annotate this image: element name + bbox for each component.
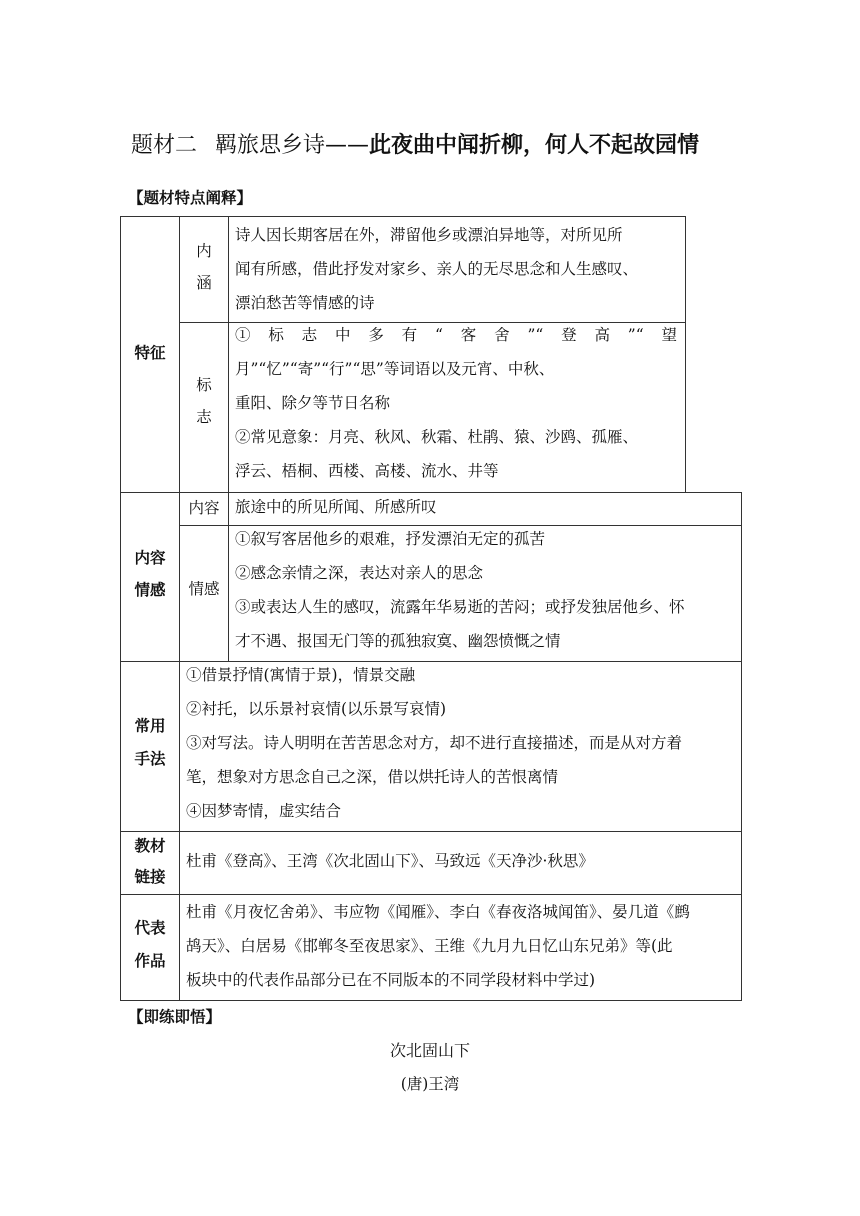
neihan-label-1: 内 xyxy=(196,242,212,260)
emotion-line: ②感念亲情之深，表达对亲人的思念 xyxy=(235,564,484,582)
techniques-label-2: 手法 xyxy=(134,750,166,768)
works-label-2: 作品 xyxy=(134,952,166,970)
title-main: 羁旅思乡诗—— xyxy=(215,133,370,158)
works-line: 板块中的代表作品部分已在不同版本的不同学段材料中学过) xyxy=(186,971,596,989)
page-title xyxy=(131,128,699,159)
neihan-line: 漂泊愁苦等情感的诗 xyxy=(235,294,375,312)
neihan-line: 闻有所感，借此抒发对家乡、亲人的无尽思念和人生感叹、 xyxy=(235,260,639,278)
textbook-label-1: 教材 xyxy=(134,837,166,855)
works-line: 鸪天》、白居易《邯郸冬至夜思家》、王维《九月九日忆山东兄弟》等(此 xyxy=(186,937,673,955)
techniques-line: ④因梦寄情，虚实结合 xyxy=(186,802,342,820)
biaozhi-label-1: 标 xyxy=(196,376,212,394)
emotion-line: ③或表达人生的感叹，流露年华易逝的苦闷；或抒发独居他乡、怀 xyxy=(235,598,685,616)
techniques-label-1: 常用 xyxy=(134,717,166,735)
poem-author: (唐)王湾 xyxy=(400,1075,460,1093)
textbook-label-2: 链接 xyxy=(134,868,166,886)
emotion-label: 情感 xyxy=(188,580,220,598)
textbook-text: 杜甫《登高》、王湾《次北固山下》、马致远《天净沙·秋思》 xyxy=(186,852,594,870)
title-bold: 此夜曲中闻折柳，何人不起故园情 xyxy=(369,132,700,158)
biaozhi-line: ①标志中多有“客舍”“登高”“望 xyxy=(235,326,677,344)
emotion-line: ①叙写客居他乡的艰难，抒发漂泊无定的孤苦 xyxy=(235,530,546,548)
techniques-line: ③对写法。诗人明明在苦苦思念对方，却不进行直接描述，而是从对方着 xyxy=(186,734,683,752)
techniques-line: ①借景抒情(寓情于景)，情景交融 xyxy=(186,666,416,684)
techniques-line: ②衬托，以乐景衬哀情(以乐景写哀情) xyxy=(186,700,447,718)
content-emotion-label-1: 内容 xyxy=(134,549,166,567)
biaozhi-line: 月”“忆”“寄”“行”“思”等词语以及元宵、中秋、 xyxy=(235,360,555,378)
section-heading-features: 【题材特点阐释】 xyxy=(128,189,253,207)
neihan-label-2: 涵 xyxy=(196,274,212,292)
works-label-1: 代表 xyxy=(134,919,166,937)
feature-label: 特征 xyxy=(134,344,166,362)
neihan-line: 诗人因长期客居在外，滞留他乡或漂泊异地等，对所见所 xyxy=(235,226,623,244)
biaozhi-line: 浮云、梧桐、西楼、高楼、流水、井等 xyxy=(235,462,499,480)
title-prefix: 题材二 xyxy=(131,133,198,158)
content-text: 旅途中的所见所闻、所感所叹 xyxy=(235,498,437,516)
content-label: 内容 xyxy=(188,499,220,517)
biaozhi-label-2: 志 xyxy=(196,408,212,426)
emotion-line: 才不遇、报国无门等的孤独寂寞、幽怨愤慨之情 xyxy=(235,632,561,650)
content-emotion-label-2: 情感 xyxy=(134,581,166,599)
poem-title: 次北固山下 xyxy=(389,1041,470,1060)
works-line: 杜甫《月夜忆舍弟》、韦应物《闻雁》、李白《春夜洛城闻笛》、晏几道《鹧 xyxy=(186,903,690,921)
techniques-line: 笔，想象对方思念自己之深，借以烘托诗人的苦恨离情 xyxy=(186,768,559,786)
biaozhi-line: 重阳、除夕等节日名称 xyxy=(235,394,391,412)
section-heading-practice: 【即练即悟】 xyxy=(128,1008,222,1026)
biaozhi-line: ②常见意象：月亮、秋风、秋霜、杜鹃、猿、沙鸥、孤雁、 xyxy=(235,428,639,446)
